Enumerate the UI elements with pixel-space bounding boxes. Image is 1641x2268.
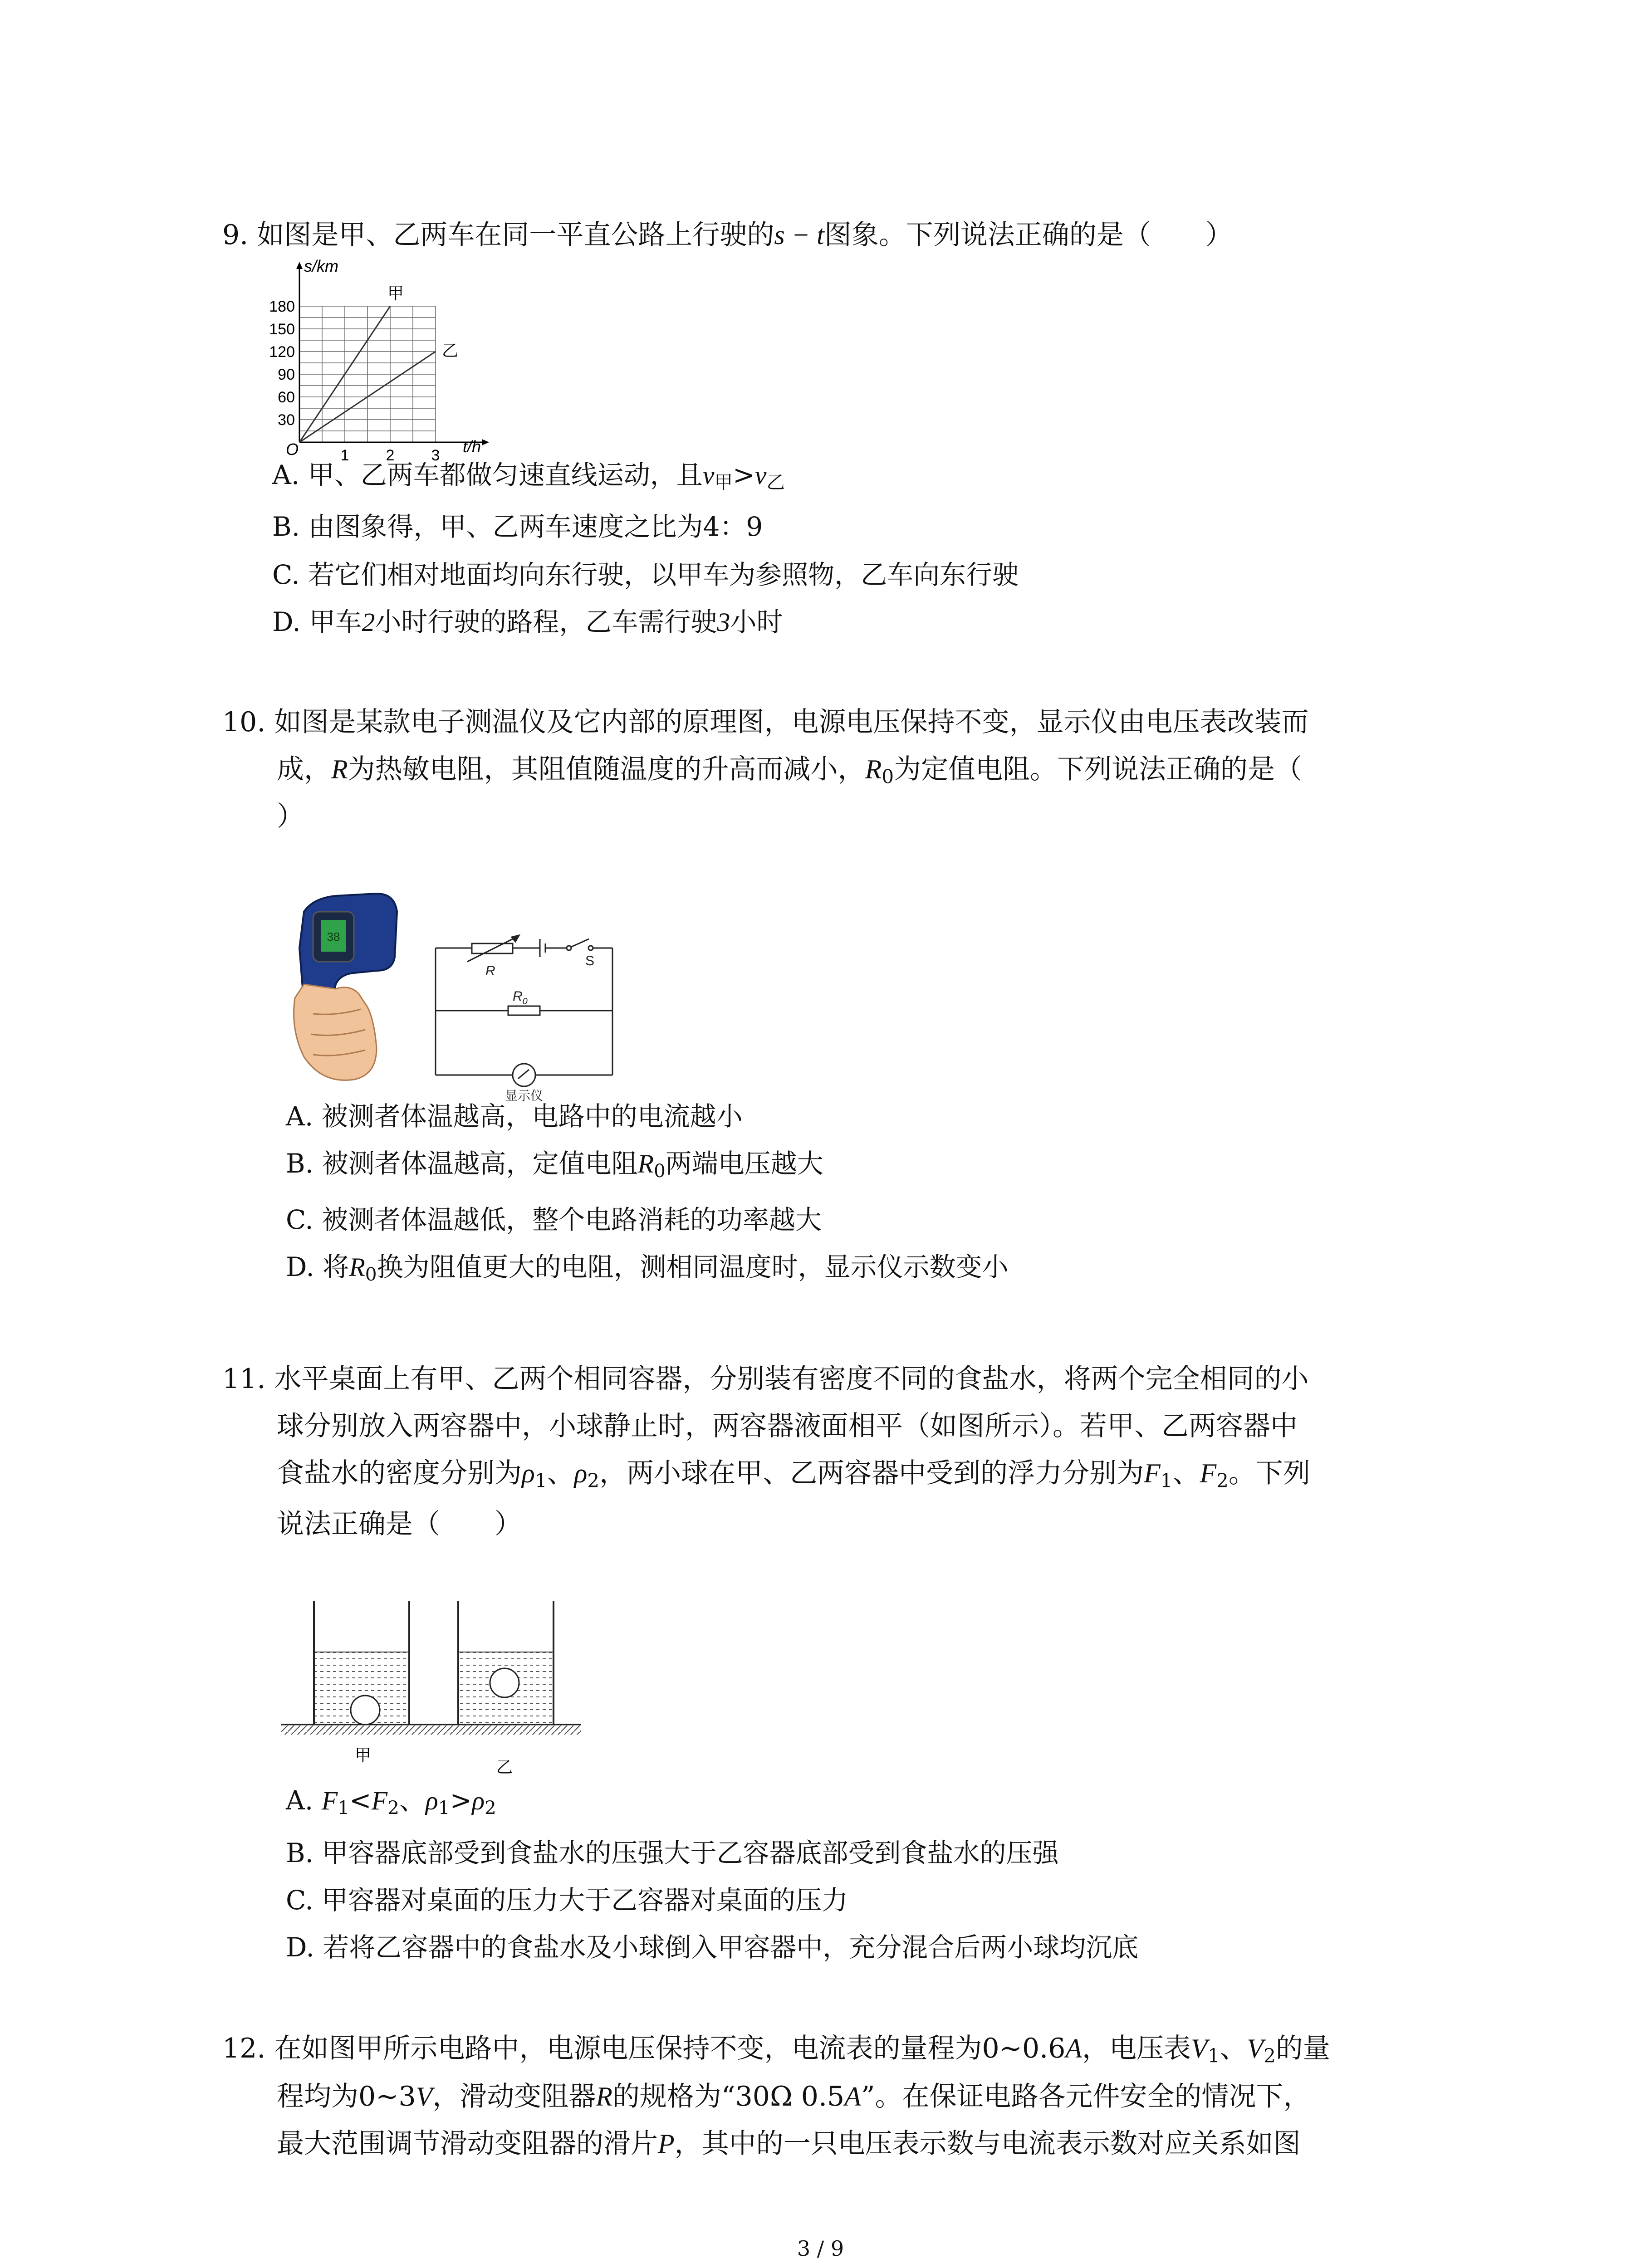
y-axis-label: s/km [304, 257, 338, 275]
q9-option-c: C. 若它们相对地面均向东行驶，以甲车为参照物，乙车向东行驶 [272, 559, 1019, 590]
x-axis-label: t/h [463, 437, 481, 456]
q10-stem-line3: ） [277, 801, 304, 832]
q10-stem-line1: 10. 如图是某款电子测温仪及它内部的原理图，电源电压保持不变，显示仪由电压表改装而 [222, 706, 1309, 738]
q10-stem-line2: 成，R为热敏电阻，其阻值随温度的升高而减小，$R_0$为定值电阻。下列说法正确的是（ [277, 753, 1303, 788]
label-display: 显示仪 [505, 1089, 544, 1103]
series-label-1: 甲 [387, 284, 404, 303]
x-tick-label: 2 [386, 447, 395, 464]
ball-right [490, 1668, 519, 1697]
y-tick-label: 60 [278, 389, 295, 406]
y-tick-label: 30 [278, 411, 295, 429]
container-right [458, 1601, 554, 1725]
q11-stem-line4: 说法正确是（ ） [277, 1508, 522, 1540]
q11-stem-line1: 11. 水平桌面上有甲、乙两个相同容器，分别装有密度不同的食盐水，将两个完全相同的小 [222, 1363, 1309, 1395]
ball-left [351, 1696, 380, 1725]
y-tick-label: 150 [269, 321, 295, 338]
page-number: 3 / 9 [797, 2236, 844, 2261]
y-tick-label: 90 [278, 366, 295, 383]
origin-label: O [286, 440, 299, 459]
y-tick-label: 180 [269, 298, 295, 315]
q11-option-a: A. $F_1<F_2$、$\rho_1>\rho_2$ [286, 1785, 496, 1819]
series-label-2: 乙 [442, 341, 459, 360]
label-S: S [585, 953, 595, 968]
q9-stem: 9. 如图是甲、乙两车在同一平直公路上行驶的s − t图象。下列说法正确的是（ ） [222, 219, 1233, 251]
q10-option-a: A. 被测者体温越高，电路中的电流越小 [286, 1101, 743, 1132]
x-tick-label: 3 [431, 447, 440, 464]
q10-option-d: D. 将$R_0$换为阻值更大的电阻，测相同温度时，显示仪示数变小 [286, 1251, 1009, 1286]
q11-option-d: D. 若将乙容器中的食盐水及小球倒入甲容器中，充分混合后两小球均沉底 [286, 1932, 1139, 1963]
q12-stem-line2: 程均为0∼3V，滑动变阻器R的规格为“30Ω 0.5A”。在保证电路各元件安全的情况下， [277, 2081, 1311, 2112]
q11-stem-line3: 食盐水的密度分别为$\rho_1$、$\rho_2$，两小球在甲、乙两容器中受到的浮力分别为$F_1$、$F_2$。下列 [277, 1457, 1310, 1492]
x-tick-label: 1 [340, 447, 349, 464]
q11-option-b: B. 甲容器底部受到食盐水的压强大于乙容器底部受到食盐水的压强 [286, 1838, 1059, 1868]
q9-st-graph [254, 256, 508, 464]
label-left: 甲 [354, 1746, 372, 1765]
thermometer-gun-image [294, 894, 397, 1080]
q11-figure [281, 1592, 590, 1783]
q9-option-b: B. 由图象得，甲、乙两车速度之比为4：9 [272, 511, 763, 542]
q10-option-b: B. 被测者体温越高，定值电阻$R_0$两端电压越大 [286, 1148, 823, 1182]
q10-figure [286, 894, 631, 1103]
q9-option-a: A. 甲、乙两车都做匀速直线运动，且$v_甲>v_乙$ [272, 459, 785, 494]
q12-stem-line3: 最大范围调节滑动变阻器的滑片P，其中的一只电压表示数与电流表示数对应关系如图 [277, 2128, 1301, 2160]
container-left [314, 1601, 409, 1725]
screen-readout: 38 [327, 930, 340, 943]
label-R0: $R_0$ [513, 989, 528, 1007]
label-right: 乙 [496, 1758, 513, 1776]
q11-option-c: C. 甲容器对桌面的压力大于乙容器对桌面的压力 [286, 1885, 848, 1916]
q9-option-d: D. 甲车2小时行驶的路程，乙车需行驶3小时 [272, 606, 783, 637]
q12-stem-line1: 12. 在如图甲所示电路中，电源电压保持不变，电流表的量程为0∼0.6A，电压表$V_1$、$V_2$的量 [222, 2033, 1330, 2067]
q10-option-c: C. 被测者体温越低，整个电路消耗的功率越大 [286, 1204, 822, 1235]
label-R: R [485, 963, 495, 978]
y-tick-label: 120 [269, 343, 295, 361]
q11-stem-line2: 球分别放入两容器中，小球静止时，两容器液面相平（如图所示）。若甲、乙两容器中 [277, 1410, 1298, 1442]
